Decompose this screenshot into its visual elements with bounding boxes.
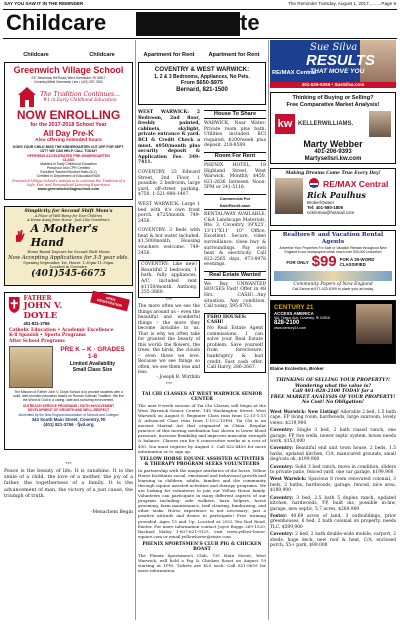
poem-stars-end: *** bbox=[165, 381, 173, 386]
notice-title: TAI CHI CLASSES AT WEST WARWICK SENIOR CENTER bbox=[141, 392, 263, 403]
sue-silva-ad bbox=[270, 40, 396, 88]
school-crest-icon bbox=[8, 295, 21, 315]
column-divider bbox=[268, 40, 269, 620]
listing-text: Adorable 2 bed, 1.5 bath cape, FP living room, hardwoods, large sunroom, lovely views. $219,900 bbox=[270, 410, 396, 426]
classified-ad: RENTAL/WAY AVAILABLE: C&A Landscape Materials, Rte. 3, Coventry, 39'X25'; 13'11"X11' 10" Office. Excellent. Secure, video surveillance, close hwy & surroundings. Pay own heat & electricity. Call 822-2565 days, 473-8978 evenings. bbox=[204, 211, 266, 268]
listing-item bbox=[270, 465, 396, 476]
intro-free: FREE MARKET ANALYSIS OF YOUR PROPERTY! bbox=[270, 394, 396, 400]
limited-availability: Limited Availability bbox=[69, 360, 116, 367]
childcare-heading: Childcare bbox=[6, 10, 107, 35]
classified-ad: We Buy UNWANTED HOUSES Fast! Offer in 48 Hrs. CASH!...Any situation. Any condition. Call today, 595-8703. bbox=[204, 281, 266, 310]
intro-question: THINKING OF SELLING YOUR PROPERTY?! bbox=[275, 378, 391, 383]
listing-head: West Warwick: bbox=[270, 477, 307, 483]
brand: RE/MAX Central bbox=[323, 179, 389, 189]
tagline-2: #1 in Early Childhood Education bbox=[43, 98, 117, 103]
classified-ad: PHENIX HOTEL, 18 Highland Street, West Warwick. Monthly $450. 821-2636 between Noon-5PM or 241-5116. bbox=[204, 162, 266, 191]
century21-ad bbox=[270, 300, 396, 364]
poem-text: The more often we see the things around us – even the beautiful and wonderful things – the more they become invisible to us. That is why we often take for granted the beauty of this world: the flowers, the trees, the birds, the clouds – even those we love. Because we see things so often, we see them less and less. bbox=[138, 304, 200, 375]
ad-line: A Place of Well-Being for Your Children bbox=[34, 214, 103, 218]
school-title: FATHER bbox=[23, 295, 52, 302]
cutoff-question: DOES YOUR CHILD MISS THE KINDERGARTEN CUT-OFF FOR SEPT. 1ST? WE CAN HELP. CALL TODAY! bbox=[13, 144, 124, 153]
listing-head: Foster: bbox=[270, 513, 288, 519]
results-text: RESULTS bbox=[306, 52, 375, 69]
listing-head: West Warwick: New Listing! bbox=[270, 410, 339, 415]
listing-text: Spacious 8 room renovated colonial, 3 beds, 2 baths, hardwoods, garage, fenced, nice area, $189,900 bbox=[270, 477, 396, 494]
classified-ad: COVENTRY: 3 Beds with heat & hot water included. $1,500/month. Housing vouchers welcome. 749-2456. bbox=[138, 228, 200, 256]
listing-item bbox=[270, 496, 396, 512]
column-label: Apartment for Rent bbox=[208, 52, 260, 58]
listing-item bbox=[270, 428, 396, 444]
classified-column-right bbox=[204, 110, 266, 373]
listing-head: Coventry: bbox=[270, 446, 294, 452]
classified-ad: WARWICK, Near Water: Private room plus bath. Utilities included. BCI required. $200/week plus deposit. 218-8589. bbox=[204, 121, 266, 149]
notice-title: YELLOW HORSE EQUINE ASSISTED ACTIVITIES & THERAPY PROGRAM SEEKS VOLUNTEERS bbox=[140, 456, 264, 468]
program-line: K-8 Spanish • Sports Programs bbox=[9, 333, 86, 339]
ad-title: Realtors® and Vacation Rental Agents bbox=[282, 232, 384, 245]
agent-name: Elaine Eccleston, Broker bbox=[270, 366, 324, 371]
agent-web[interactable]: Martysellsri.kw.com bbox=[304, 156, 362, 162]
realestate-heading: Real Estate bbox=[141, 10, 260, 35]
community-notices bbox=[138, 392, 266, 573]
notice-text: The next 6-week session of Tai Chi Classes will begin at the West Warwick Senior Center, 145 Washington Street, West Warwick on August 8. Beginner Class runs from 12:15-1:15 & Advanced Class runs from 1:15-2:15PM. Tai Chi is an ancient Martial Art that originated in China. Regular practice of this moving meditation has shown to lower blood pressure, increase flexibility and improves muscular strength & balance. Classes run for 6 consecutive weeks at a cost of $30. You must register by August 3. Call 822-4450 for more information or to sign up. bbox=[138, 402, 266, 454]
office-phone: 828-2100 bbox=[274, 320, 300, 326]
scenic-banner bbox=[274, 271, 392, 281]
ad-subtitle: Home Based Daycare for Second Shift Moms bbox=[27, 250, 110, 254]
column-label: Childcare bbox=[89, 52, 115, 58]
open-registration-badge: OPEN REGISTRATION bbox=[90, 291, 130, 312]
listing-head: Coventry: bbox=[270, 428, 294, 434]
ad-line: Simplicity for Second Shift Mom's bbox=[24, 209, 113, 214]
greenwich-village-ad bbox=[4, 62, 133, 200]
agent-email[interactable]: rickremax@hotmail.com bbox=[307, 210, 355, 215]
classified-ad: COVENTRY, 23 Edward Street, 2nd Floor, 1 possible, 2 bedroom, large yard, off-street parking. $750. 1-521-980-1407. bbox=[138, 169, 200, 198]
extended-hours: Also offering extended hours bbox=[35, 137, 102, 143]
listing-item bbox=[270, 477, 396, 493]
listings-intro bbox=[270, 378, 396, 406]
classified-ad: WEST WARWICK: 2 Bedroom, 2nd floor, freshly painted, cabinets, skylight, private entrance & yard. BCI & Credit Check a must. $950/month plus security deposit & Application Fee. 349-7411. bbox=[138, 110, 200, 166]
listing-head: Coventry: bbox=[270, 532, 294, 538]
accreditation: Accredited by the New England Association of Schools and Colleges bbox=[18, 413, 119, 418]
listing-head: Coventry: bbox=[270, 464, 294, 470]
program-line: Catholic Education • Academic Excellence bbox=[9, 328, 114, 333]
doyle-school-ad bbox=[4, 292, 133, 450]
enroll-heading: NOW ENROLLING bbox=[16, 108, 121, 122]
ad-price: From $650-$975 bbox=[180, 80, 224, 87]
listing-text: 2 bed, 2 bath double-wide mobile, carport, 2 sheds, huge deck, new roof & heat, C/A, enclosed porch, 55+ park, $89,000 bbox=[270, 532, 396, 548]
heading-rule bbox=[3, 38, 397, 39]
ad-now-accepting: Now Accepting Applications for 3-5 year olds. bbox=[8, 255, 129, 261]
section-heading: Real Estate Wanted bbox=[204, 271, 266, 280]
tagline: The Tradition Continues... bbox=[40, 91, 120, 98]
classified-ad-title: FSBO HOUSES: CASH! bbox=[207, 314, 247, 326]
realtors-ad bbox=[270, 230, 396, 296]
offering-list-item: Preschool and CPR Certified bbox=[46, 166, 91, 171]
classified-ad-boxed: COVENTRY: Like new! Beautiful 2 bedroom, 1 bath, fully appliances, A/C, included rent $1150/month. Anthony, 255-3860. bbox=[138, 260, 200, 298]
coventry-westwarwick-ad bbox=[138, 62, 266, 105]
listing-head: Coventry: bbox=[270, 495, 294, 501]
listing-item bbox=[270, 446, 396, 462]
agent-photo bbox=[275, 178, 303, 214]
school-phone: Coventry/West Greenwich Line • (401) 397-7600 bbox=[34, 80, 103, 84]
brand: CENTURY 21 bbox=[274, 304, 314, 311]
ad-footer: Community Papers of New England bbox=[293, 282, 373, 288]
quote-stars: *** bbox=[65, 461, 72, 466]
program-line: After School Programs bbox=[9, 338, 65, 344]
tagline: THAT MOVE YOU bbox=[310, 68, 365, 75]
listing-text: 3 bed, 2.5 bath 5 duplex ranch, updated kitchen, hardwoods, FP, built ins, possible in-law, garage, new septic, 5.7 acres, $269,900 bbox=[270, 495, 396, 512]
office-name: ACCESS AMERICA bbox=[274, 311, 314, 316]
quote-author: -Menachem Begin bbox=[90, 510, 133, 515]
ad-title: COVENTRY & WEST WARWICK: bbox=[154, 66, 250, 73]
small-class: Small Class Size bbox=[72, 366, 113, 373]
agent-phone: Tel: 401-580-1806 bbox=[307, 205, 344, 210]
marty-webber-ad bbox=[270, 92, 396, 164]
ad-location: Located in Coventry bbox=[50, 265, 87, 270]
agent-photo bbox=[369, 111, 391, 137]
contact-strip: 401-529-9259 • SueSilva.com bbox=[270, 82, 396, 89]
agent-name: Rick Paulhus bbox=[307, 190, 366, 200]
peace-quote: Peace is the beauty of life. It is sunshine. It is the smile of a child, the love of a mother, the joy of a father, the togetherness of a family. It is the advancement of man, the victory of a just cause, the triumph of truth. bbox=[4, 469, 133, 499]
grades: PRE K – K · GRADES 1-8 bbox=[60, 345, 125, 361]
ad-offer: Free Comparative Market Analysis! bbox=[286, 102, 380, 108]
school-name: JOHN V. DOYLE bbox=[23, 301, 63, 321]
listing-text: 40.69 acres of land, 3 outbuildings, prior greenhouses, 6 bed, 2 bath colonial on property, needs TLC, $599,900 bbox=[270, 513, 396, 530]
agent-name: Marty Webber bbox=[303, 139, 363, 149]
remax-paulhus-ad bbox=[270, 168, 396, 226]
ad-sub: 1, 2 & 3 Bedrooms, Appliances, No Pets. bbox=[154, 74, 250, 80]
offering-list-item: OFFERING ACCELERATED PRE-KINDERGARTEN CLASS bbox=[27, 153, 110, 162]
classified-ad: No Real Estate Agent commissions. I can solve your Real Estate problem. Save yourself from foreclosure, bankruptcy & bad credit. Fast cash offer. Call Harry, 286-2667. bbox=[207, 326, 263, 371]
apartment-listings-left bbox=[138, 110, 200, 298]
poem-author: - Joseph B. Wirthlin bbox=[156, 375, 200, 380]
masthead-left: SAY YOU SAW IT IN THE REMINDER bbox=[4, 1, 84, 6]
school-website[interactable]: www.greenwichvillageschool.com bbox=[37, 187, 100, 192]
balloon-icon bbox=[307, 178, 321, 190]
children-photo bbox=[9, 346, 53, 388]
agent-title: Broker/Owner bbox=[307, 200, 335, 205]
ad-text: Advertise Your Properties For Sale or Vacation Rentals throughout New England in our newspapers which reach over 900,000 circulation bbox=[279, 246, 387, 255]
section-heading: House To Share bbox=[204, 110, 266, 119]
notice-title: PHENIX SPORTSMEN'S CLUB PIG & CHICKEN ROAST bbox=[142, 541, 262, 553]
masthead-right: The Reminder Tuesday, August 1, 2017..........Page 9 bbox=[288, 1, 396, 6]
school-address: 343 South Main Street, Coventry, RI bbox=[31, 417, 106, 423]
agent-photo bbox=[356, 304, 392, 344]
ad-phone: Bernard, 821-1500 bbox=[176, 87, 228, 94]
school-address: 237 Newbrook Hill Road, West Greenwich, RI 02817 bbox=[31, 76, 106, 80]
office-address: 961 Tiogue Ave. Coventry, RI 02816 bbox=[274, 316, 330, 320]
ad-call: Call Zanna at 877-423-6399 to place your ad today. bbox=[292, 287, 374, 292]
school-contact: (401) 821-3756 · fjvd.org bbox=[43, 422, 94, 428]
notice-text: In partnership with the unique attributes of the horse, Yellow Horse facilitates social, emotional and behavioral growth and learning in children, adults, families and the community through equine assisted activities and therapy programs. We are looking for volunteers to join our Yellow Horse family. Volunteers can participate in many different aspects of our program including: side walkers, barn helpers, horse grooming, farm maintenance, trail clearing, fundraising, and other tasks. Horse experience is not necessary; just a positive attitude and desire to participate! Free training provided. Ages 15 and Up. Located at 2552 Ten Rod Road, Exeter. For more information contact Joyce Boggs 269-1520, Rachael Maloy 1-607-621-9125, visit www.yellow-horse-equine.com or email yellowhorse@state.com bbox=[138, 467, 266, 539]
agent-name: Sue Silva bbox=[310, 42, 358, 53]
school-mission: Greenwich Village School's mission is to continue the Tradition of a Safe, Fun, and Personalized Learning Experience bbox=[11, 179, 126, 188]
listing-item bbox=[270, 532, 396, 548]
ad-phone: (401)545-6675 bbox=[31, 269, 106, 280]
listing-text: Single 3 bed, 2 bath raised ranch, one garage, FP, two wells, newer septic system, house needs work, $153,000 bbox=[270, 428, 397, 445]
property-listings bbox=[270, 410, 396, 550]
office-web[interactable]: www.century21.com bbox=[274, 326, 307, 330]
column-label: Childcare bbox=[23, 52, 49, 58]
intro-wondering: Wondering what the value is? bbox=[295, 383, 371, 389]
poem-stars: *** bbox=[165, 297, 173, 302]
column-label: Apartment for Rent bbox=[143, 52, 195, 58]
listing-text: Beautiful end unit town house, 2 beds, 1.5 baths, updated kitchen, C/A, manicured grounds, small dog/cats ok, $199,900 bbox=[270, 446, 396, 463]
ad-tagline: Making Dreams Come True Every Day! bbox=[285, 171, 381, 176]
listing-text: Solid 3 bed ranch, move in condition, sliders to private patio, fenced yard, one car garage, $199,900 bbox=[270, 464, 396, 476]
intro-no-cost: No Cost! No Obligation! bbox=[302, 400, 364, 406]
mothers-hand-ad bbox=[4, 206, 133, 286]
all-day-prek: All Day Pre-K bbox=[43, 128, 94, 138]
offering-list-item: Excellent Teacher/Student Ratio (6-1) bbox=[40, 170, 97, 175]
brokerage: KELLERWILLIAMS. bbox=[298, 121, 354, 127]
listing-item bbox=[270, 410, 396, 426]
ad-title: A Mother's Hand bbox=[30, 222, 98, 249]
section-heading: Room For Rent bbox=[204, 152, 266, 161]
outreach: OUTREACH SERVICE PROGRAMS • FAITH INVOLVEMENT DEVELOPMENT OF GROWTH AND WELL-RESPECT bbox=[22, 404, 115, 413]
schoolhouse-icon bbox=[17, 86, 37, 108]
section-heading: Commercial For Sale/Rent/Lease bbox=[204, 194, 266, 210]
ad-line: A Home Away from Home · Just Like Grandma's bbox=[27, 218, 110, 222]
column-divider bbox=[135, 40, 136, 620]
offering-list-item: Masters in Early Childhood Education bbox=[40, 162, 97, 167]
school-phone: 401-821-3756 bbox=[23, 321, 50, 326]
brand: RE/MAX Central bbox=[272, 70, 317, 76]
ad-price: $99 bbox=[311, 253, 337, 271]
intro-call: Call 401-828-2100 TODAY for a bbox=[292, 389, 374, 395]
school-year: for the 2017-2018 School Year bbox=[30, 122, 107, 128]
listing-item bbox=[270, 514, 396, 530]
school-name: Greenwich Village School bbox=[13, 65, 124, 75]
notice-text: The Phenix Sportsmen's Club, 735 Main Street, West Warwick, will hold a Pig & Chicken Roast on August 19 starting at 1PM. Tickets are $25 each. Call 821-9659 for more information. bbox=[138, 552, 266, 573]
hand-icon bbox=[13, 229, 27, 243]
ad-per: FOR A 25-WORD CLASSIFIED bbox=[339, 257, 375, 268]
kw-logo-icon: kw bbox=[275, 114, 295, 134]
classified-ad: WEST WARWICK: Large 1 bed with it's own front porch. $725/month. 749-2456. bbox=[138, 201, 200, 224]
ad-for-only: FOR ONLY bbox=[286, 259, 309, 265]
school-mission: The Mission of Father John V. Doyle School is to provide students with a solid, well-rounded education based on Roman Catholic Tradition. We live the Word of God in a caring, safe and nurturing environment. bbox=[13, 389, 124, 403]
agent-phone: 401-206-9393 bbox=[314, 149, 352, 155]
ad-question: Thinking of Buying or Selling? bbox=[292, 95, 374, 101]
offering-list-item: Certified in Department of Education/RIDE bbox=[36, 174, 101, 179]
ad-hours: Opening September 1st, Hours: 1:30pm-11:30pm bbox=[23, 261, 114, 266]
